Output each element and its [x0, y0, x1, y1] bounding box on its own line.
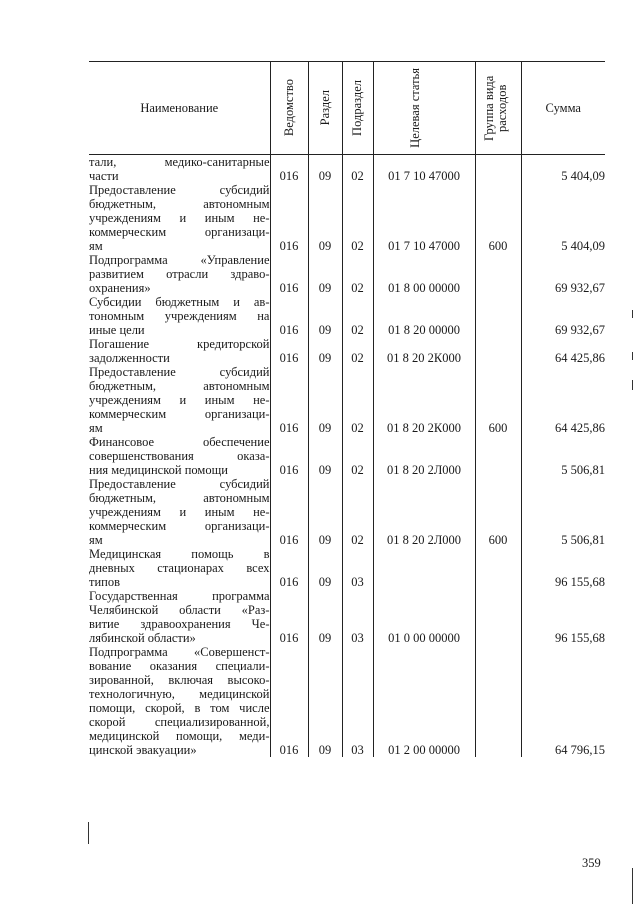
row-name-line: Предоставление субсидий	[89, 477, 270, 491]
row-department: 016	[270, 155, 308, 184]
row-name-line: бюджетным, автономным	[89, 379, 270, 393]
row-name-line: Медицинская помощь в	[89, 547, 270, 561]
row-expense-group	[475, 589, 521, 645]
row-name-line: Финансовое обеспечение	[89, 435, 270, 449]
row-expense-group	[475, 337, 521, 365]
row-name-line: коммерческим организаци-	[89, 519, 270, 533]
table-row	[89, 337, 605, 365]
row-name-line: цинской эвакуации»	[89, 743, 197, 757]
row-subsection: 03	[342, 547, 373, 589]
row-amount: 64 796,15	[521, 645, 605, 757]
row-expense-group	[475, 155, 521, 184]
row-name-line: ям	[89, 533, 103, 547]
margin-mark	[88, 822, 89, 844]
header-subsection: Подраздел	[342, 62, 373, 155]
row-target: 01 8 00 00000	[373, 253, 475, 295]
row-name-line: учреждениям и иным не-	[89, 505, 270, 519]
row-target: 01 8 20 2К000	[373, 365, 475, 435]
table-row	[89, 295, 605, 337]
row-name-line: дневных стационарах всех	[89, 561, 270, 575]
row-name-line: технологичную, медицинской	[89, 687, 270, 701]
row-expense-group: 600	[475, 477, 521, 547]
row-subsection: 02	[342, 253, 373, 295]
row-section: 09	[308, 337, 342, 365]
table-row	[89, 365, 605, 435]
row-target: 01 7 10 47000	[373, 155, 475, 184]
row-subsection: 03	[342, 645, 373, 757]
row-name	[89, 253, 270, 295]
row-name-line: ям	[89, 239, 103, 253]
edge-mark	[632, 380, 633, 390]
row-subsection: 03	[342, 589, 373, 645]
table-row	[89, 155, 605, 184]
row-name-line: развитием отрасли здраво-	[89, 267, 270, 281]
header-expense-group: Группа вида расходов	[475, 62, 521, 155]
row-name-line: помощи, скорой, в том числе	[89, 701, 270, 715]
row-section: 09	[308, 295, 342, 337]
row-subsection: 02	[342, 365, 373, 435]
page-number: 359	[582, 856, 601, 870]
row-target: 01 0 00 00000	[373, 589, 475, 645]
row-department: 016	[270, 183, 308, 253]
row-department: 016	[270, 365, 308, 435]
row-name-line: бюджетным, автономным	[89, 197, 270, 211]
row-section: 09	[308, 589, 342, 645]
row-name-line: Челябинской области «Раз-	[89, 603, 270, 617]
row-expense-group	[475, 253, 521, 295]
row-department: 016	[270, 547, 308, 589]
row-section: 09	[308, 183, 342, 253]
row-amount: 5 506,81	[521, 435, 605, 477]
row-section: 09	[308, 155, 342, 184]
row-name-line: учреждениям и иным не-	[89, 211, 270, 225]
row-name-line: иные цели	[89, 323, 145, 337]
row-name	[89, 589, 270, 645]
table-row	[89, 253, 605, 295]
row-subsection: 02	[342, 295, 373, 337]
header-name: Наименование	[89, 62, 270, 155]
row-department: 016	[270, 435, 308, 477]
row-name	[89, 547, 270, 589]
row-name-line: охранения»	[89, 281, 151, 295]
row-expense-group	[475, 645, 521, 757]
row-amount: 5 404,09	[521, 183, 605, 253]
row-department: 016	[270, 337, 308, 365]
row-name-line: витие здравоохранения Че-	[89, 617, 270, 631]
table-header-row	[89, 62, 605, 155]
row-department: 016	[270, 477, 308, 547]
row-department: 016	[270, 253, 308, 295]
row-name-line: Субсидии бюджетным и ав-	[89, 295, 270, 309]
row-amount: 69 932,67	[521, 253, 605, 295]
row-section: 09	[308, 365, 342, 435]
row-name-line: лябинской области»	[89, 631, 196, 645]
row-subsection: 02	[342, 477, 373, 547]
table-row	[89, 435, 605, 477]
row-department: 016	[270, 645, 308, 757]
row-name	[89, 183, 270, 253]
row-name-line: Государственная программа	[89, 589, 270, 603]
table-row	[89, 547, 605, 589]
row-name-line: Погашение кредиторской	[89, 337, 270, 351]
row-name	[89, 477, 270, 547]
row-target: 01 8 20 2К000	[373, 337, 475, 365]
row-amount: 96 155,68	[521, 589, 605, 645]
row-department: 016	[270, 295, 308, 337]
row-name-line: задолженности	[89, 351, 170, 365]
table-row	[89, 183, 605, 253]
row-expense-group	[475, 547, 521, 589]
row-name	[89, 155, 270, 184]
row-section: 09	[308, 547, 342, 589]
row-name-line: медицинской помощи, меди-	[89, 729, 270, 743]
row-section: 09	[308, 435, 342, 477]
row-name-line: Подпрограмма «Совершенст-	[89, 645, 270, 659]
budget-table	[89, 61, 605, 757]
row-target: 01 2 00 00000	[373, 645, 475, 757]
row-amount: 64 425,86	[521, 337, 605, 365]
row-expense-group	[475, 295, 521, 337]
row-amount: 5 404,09	[521, 155, 605, 184]
row-name-line: коммерческим организаци-	[89, 407, 270, 421]
row-name-line: Предоставление субсидий	[89, 183, 270, 197]
row-amount: 64 425,86	[521, 365, 605, 435]
row-name-line: совершенствования оказа-	[89, 449, 270, 463]
edge-mark	[632, 310, 633, 318]
table-row	[89, 589, 605, 645]
row-expense-group: 600	[475, 365, 521, 435]
row-name-line: коммерческим организаци-	[89, 225, 270, 239]
row-expense-group	[475, 435, 521, 477]
row-amount: 69 932,67	[521, 295, 605, 337]
table-row	[89, 477, 605, 547]
header-section: Раздел	[308, 62, 342, 155]
row-name-line: зированной, включая высоко-	[89, 673, 270, 687]
header-amount: Сумма	[521, 62, 605, 155]
table-body	[89, 155, 605, 758]
row-name-line: скорой специализированной,	[89, 715, 270, 729]
header-department: Ведомство	[270, 62, 308, 155]
edge-mark	[632, 868, 633, 904]
row-name-line: вование оказания специали-	[89, 659, 270, 673]
row-name-line: тономным учреждениям на	[89, 309, 270, 323]
row-expense-group: 600	[475, 183, 521, 253]
row-name	[89, 337, 270, 365]
row-target	[373, 547, 475, 589]
row-subsection: 02	[342, 183, 373, 253]
row-section: 09	[308, 253, 342, 295]
row-name	[89, 435, 270, 477]
row-name-line: Предоставление субсидий	[89, 365, 270, 379]
row-department: 016	[270, 589, 308, 645]
row-name-line: бюджетным, автономным	[89, 491, 270, 505]
table-row	[89, 645, 605, 757]
row-target: 01 8 20 2Л000	[373, 477, 475, 547]
row-name-line: ния медицинской помощи	[89, 463, 228, 477]
row-subsection: 02	[342, 337, 373, 365]
row-section: 09	[308, 477, 342, 547]
row-section: 09	[308, 645, 342, 757]
header-target: Целевая статья	[373, 62, 475, 155]
row-amount: 5 506,81	[521, 477, 605, 547]
row-target: 01 7 10 47000	[373, 183, 475, 253]
row-name-line: учреждениям и иным не-	[89, 393, 270, 407]
row-name-line: Подпрограмма «Управление	[89, 253, 270, 267]
edge-mark	[632, 352, 633, 360]
row-name-line: ям	[89, 421, 103, 435]
row-name	[89, 295, 270, 337]
row-target: 01 8 20 00000	[373, 295, 475, 337]
row-subsection: 02	[342, 435, 373, 477]
row-name	[89, 645, 270, 757]
row-name-line: типов	[89, 575, 120, 589]
row-name	[89, 365, 270, 435]
row-amount: 96 155,68	[521, 547, 605, 589]
row-subsection: 02	[342, 155, 373, 184]
row-name-line: тали, медико-санитарные	[89, 155, 270, 169]
row-target: 01 8 20 2Л000	[373, 435, 475, 477]
row-name-line: части	[89, 169, 119, 183]
